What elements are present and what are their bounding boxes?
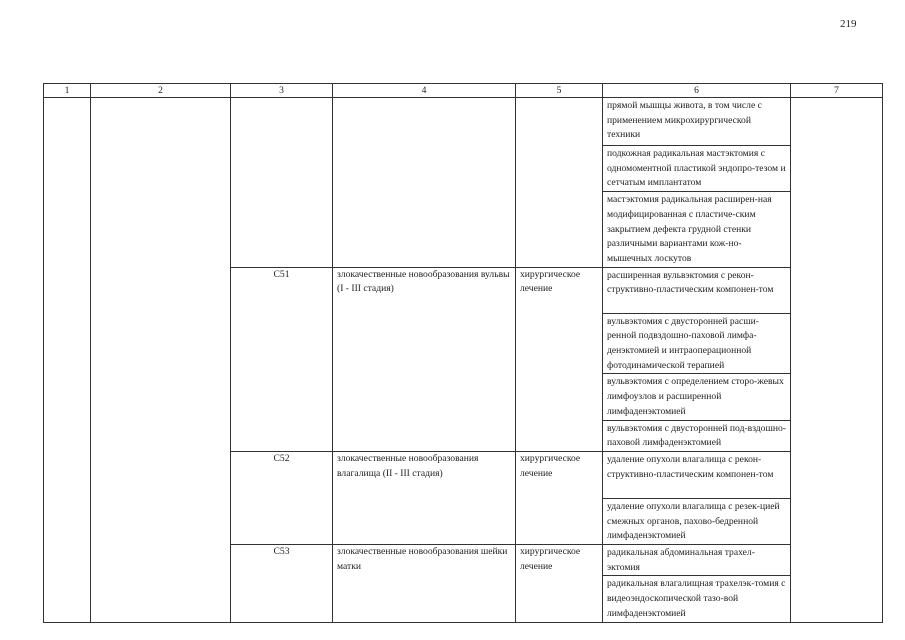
cell-col1 [44,98,91,623]
method-cell: расширенная вульвэктомия с рекон-структивно-пластическим компонен-том [603,267,791,313]
cell-treatment [516,98,603,268]
col-header: 1 [44,84,91,98]
col-header: 4 [333,84,516,98]
procedures-table [43,83,883,623]
cell-diagnosis [333,98,516,268]
method-cell: удаление опухоли влагалища с резек-цией смежных органов, пахово-бедренной лимфаденэктомией [603,498,791,544]
method-cell: прямой мышцы живота, в том числе с применением микрохирургической техники [603,98,791,146]
cell-treatment: хирургическое лечение [516,545,603,623]
page-number: 219 [840,18,857,30]
method-cell: вульвэктомия с двусторонней под-вздошно-паховой лимфаденэктомией [603,420,791,451]
method-cell: вульвэктомия с определением сторо-жевых лимфоузлов и расширенной лимфаденэктомией [603,374,791,420]
method-cell: удаление опухоли влагалища с рекон-структивно-пластическим компонен-том [603,451,791,498]
cell-treatment: хирургическое лечение [516,451,603,544]
cell-col7 [791,98,883,623]
cell-code: C53 [231,545,333,623]
method-cell: мастэктомия радикальная расширен-ная модифицированная с пластиче-ским закрытием дефекта грудной стенки различными вариантами кож-но-мышечных лоскутов [603,192,791,268]
header-row [44,84,883,98]
col-header: 2 [91,84,231,98]
col-header: 3 [231,84,333,98]
cell-code: C51 [231,267,333,451]
col-header: 5 [516,84,603,98]
cell-col2 [91,98,231,623]
cell-diagnosis: злокачественные новообразования влагалища (II - III стадия) [333,451,516,544]
method-cell: радикальная влагалищная трахелэк-томия с видеоэндоскопической тазо-вой лимфаденэктомией [603,576,791,622]
table-row [44,98,883,146]
cell-treatment: хирургическое лечение [516,267,603,451]
cell-diagnosis: злокачественные новообразования вульвы (I - III стадия) [333,267,516,451]
cell-code: C52 [231,451,333,544]
cell-diagnosis: злокачественные новообразования шейки матки [333,545,516,623]
method-cell: вульвэктомия с двусторонней расши-ренной подвздошно-паховой лимфа-денэктомией и интраоперационной фотодинамической терапией [603,313,791,374]
col-header: 6 [603,84,791,98]
method-cell: радикальная абдоминальная трахел-эктомия [603,545,791,576]
col-header: 7 [791,84,883,98]
method-cell: подкожная радикальная мастэктомия с одномоментной пластикой эндопро-тезом и сетчатым имплантатом [603,146,791,192]
cell-code [231,98,333,268]
